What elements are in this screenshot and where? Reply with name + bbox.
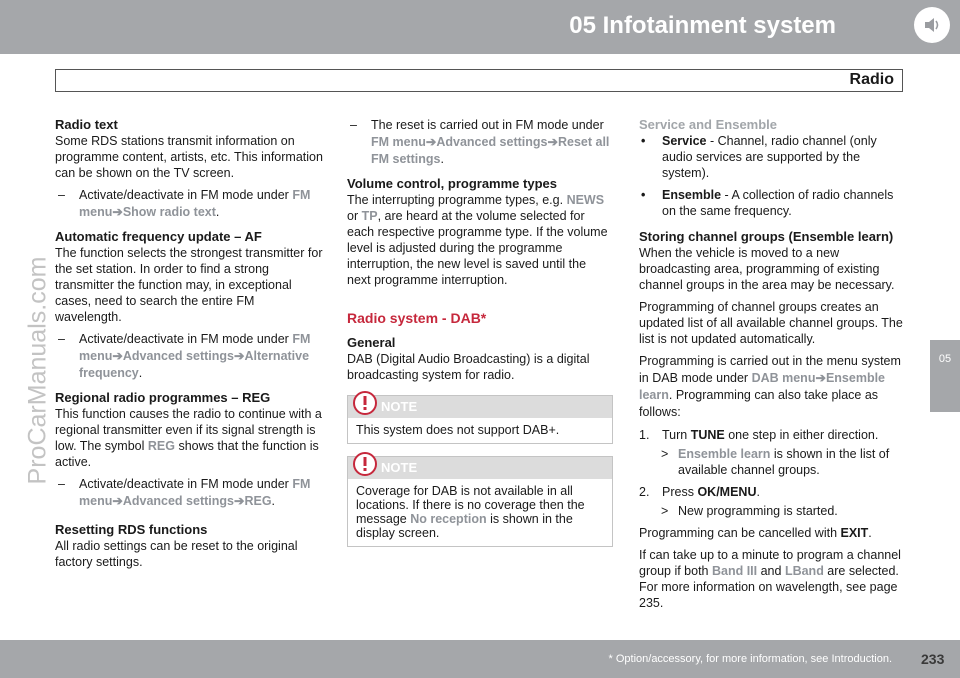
text: or [347,209,362,223]
arrow-icon: ➔ [233,349,245,363]
step-result [639,446,907,478]
note-header [348,396,612,418]
paragraph: All radio settings can be reset to the original factory settings. [55,539,298,569]
text: is shown in the display screen. [356,512,573,540]
column-right [639,117,907,617]
menu-path-item: DAB menu [751,371,816,385]
footer-note: * Option/accessory, for more information, see Introduction. [608,653,892,665]
footer-bar [0,640,904,678]
paragraph [55,406,323,470]
heading-general: General [347,335,396,350]
programme-type: TP [361,209,378,223]
text: Programming can be cancelled with [639,526,841,540]
display-message: No reception [410,512,487,526]
key-label: OK/MENU [697,485,757,499]
step-result: > New programming is started. [639,503,907,519]
key-label: EXIT [840,526,869,540]
reg-symbol: REG [147,439,175,453]
arrow-icon: ➔ [112,205,123,219]
paragraph: Programming of channel groups creates an updated list of all available channel groups. The list is not updated automatically. [639,300,903,346]
instruction-step: – Activate/deactivate in FM mode under FM menu➔Advanced settings➔Alternative frequency. [55,331,323,382]
menu-path-item: FM menu [79,477,311,508]
step-text: Activate/deactivate in FM mode under [79,332,293,346]
heading-reset: Resetting RDS functions [55,522,208,537]
page-number: 233 [921,651,945,667]
step-number: 2. [639,485,650,499]
numbered-step [639,484,907,500]
header-icon-box [904,0,960,54]
heading-reg: Regional radio programmes – REG [55,390,271,405]
text: . [868,526,872,540]
instruction-step: – Activate/deactivate in FM mode under FM menu➔Show radio text. [55,187,323,221]
paragraph [639,525,907,541]
step-text: Activate/deactivate in FM mode under [79,477,293,491]
arrow-icon: ➔ [112,494,123,508]
text: - Channel, radio channel (only audio services are supported by the system). [662,134,877,180]
arrow-icon: ➔ [547,135,558,149]
text: , are heard at the volume selected for each respective programme type. If the volume level is adjusted during the programme interruption, the new level is saved until the next programme interruption. [347,209,608,287]
step-number: 1. [639,428,650,442]
band-name: LBand [784,564,824,578]
text: Press [662,485,698,499]
note-label: NOTE [381,460,418,475]
chapter-title: 05 Infotainment system [569,12,836,39]
menu-path-item: Reset all FM settings [371,135,610,166]
column-left [55,117,323,576]
heading-volume: Volume control, programme types [347,176,557,191]
term: Ensemble [662,188,722,202]
text: Programming is carried out in the menu system in DAB mode under [639,354,901,385]
page-number-box [904,640,960,678]
menu-path-item: Advanced settings [122,494,234,508]
heading-dab: Radio system - DAB* [347,310,487,326]
band-name: Band III [711,564,758,578]
menu-path-item: Alternative frequency [79,349,310,380]
header-bar [0,0,904,54]
text: - A collection of radio channels on the same frequency. [662,188,894,218]
text: is shown in the list of available channel groups. [678,447,890,477]
arrow-icon: ➔ [425,135,437,149]
watermark: ProCarManuals.com [23,256,52,485]
text: This function causes the radio to continue with a regional transmitter even if its signal strength is low. The symbol [55,407,322,453]
heading-service-ensemble: Service and Ensemble [639,117,778,132]
menu-path-item: FM menu [371,135,426,149]
arrow-icon: ➔ [233,494,245,508]
menu-path-item: FM menu [79,188,311,219]
note-box [347,456,613,547]
text: The interrupting programme types, e.g. [347,193,567,207]
text: . [756,485,760,499]
info-icon [353,452,377,476]
text: If can take up to a minute to program a channel group if both [639,548,901,578]
menu-path-item: Show radio text [122,205,216,219]
text: Turn [662,428,691,442]
note-text: This system does not support DAB+. [356,423,560,437]
section-title: Radio [849,71,894,88]
arrow-icon: ➔ [815,371,826,385]
speaker-icon [914,7,950,43]
text: and [757,564,785,578]
text: . Programming can also take place as follows: [639,388,879,419]
arrow-icon: ➔ [112,349,123,363]
step-text: The reset is carried out in FM mode under [371,118,604,132]
programme-type: NEWS [566,193,605,207]
term: Service [662,134,707,148]
numbered-step [639,427,907,443]
instruction-step: – Activate/deactivate in FM mode under FM menu➔Advanced settings➔REG. [55,476,323,510]
note-header [348,457,612,479]
menu-path-item: Advanced settings [436,135,548,149]
key-label: TUNE [690,428,725,442]
section-header [55,69,903,92]
note-box [347,395,613,444]
text: shows that the function is active. [55,439,319,469]
paragraph: When the vehicle is moved to a new broadcasting area, programming of existing channel groups in the area may be necessary. [639,246,895,292]
menu-path-item: Ensemble learn [678,447,771,461]
info-icon [353,391,377,415]
heading-radio-text: Radio text [55,117,118,132]
text: are selected. For more information on wavelength, see page 235. [639,564,899,610]
paragraph: Some RDS stations transmit information on programme content, artists, etc. This information can be shown on the TV screen. [55,134,323,180]
menu-path-item: Advanced settings [122,349,234,363]
bullet-item [639,133,907,181]
instruction-step: – The reset is carried out in FM mode under FM menu➔Advanced settings➔Reset all FM settings. [347,117,613,168]
note-text [348,479,612,546]
bullet-item [639,187,907,219]
menu-path-item: FM menu [79,332,311,363]
paragraph [347,192,613,288]
step-text: Activate/deactivate in FM mode under [79,188,293,202]
text: Coverage for DAB is not available in all locations. If there is no coverage then the message [356,484,585,526]
menu-path-item: REG [244,494,272,508]
menu-path-item: Ensemble learn [639,371,886,402]
heading-af: Automatic frequency update – AF [55,229,262,244]
text: one step in either direction. [724,428,879,442]
note-label: NOTE [381,399,418,414]
heading-storing: Storing channel groups (Ensemble learn) [639,229,894,244]
paragraph: DAB (Digital Audio Broadcasting) is a digital broadcasting system for radio. [347,352,590,382]
paragraph: The function selects the strongest transmitter for the set station. In order to find a strong transmitter the function may, in exceptional cases, need to search the entire FM wavelength. [55,246,323,324]
paragraph [639,547,907,611]
chapter-tab-label: 05 [938,353,952,365]
paragraph [639,353,907,421]
column-middle [347,117,613,559]
chapter-tab [930,340,960,412]
